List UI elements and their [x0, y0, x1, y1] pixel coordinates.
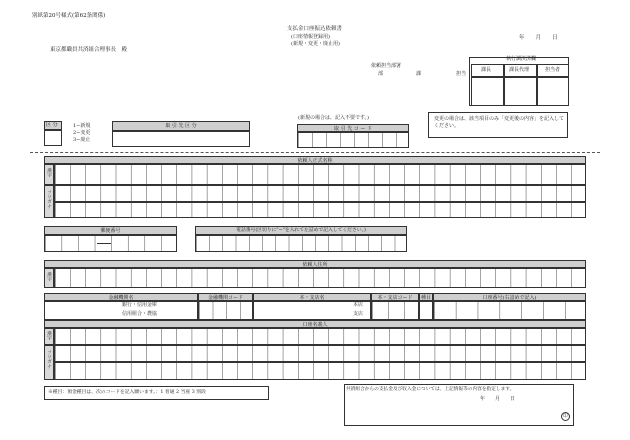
address-title: 依頼人住所: [44, 260, 586, 268]
kubun-label-text: 区 分: [46, 122, 58, 128]
type-input[interactable]: [419, 301, 433, 320]
account-number-header: 口座番号(右詰めで記入): [433, 293, 586, 301]
name-kana-label: フリガナ: [44, 185, 54, 218]
account-kanji-label: 漢字: [44, 328, 54, 345]
branch-code-header: 本・支店コード: [371, 293, 419, 301]
ka-label: 課: [416, 71, 422, 77]
kubun-opt2: 2−変更: [73, 130, 91, 136]
name-kana-cells-2[interactable]: [54, 202, 586, 218]
stamp-box-kacho[interactable]: [471, 77, 504, 106]
postal-header: 郵便番号: [44, 226, 177, 235]
cut-line: [30, 152, 600, 153]
form-subtitle-1: (口座情報登録用): [291, 34, 330, 40]
account-kana-cells-2[interactable]: [54, 362, 586, 380]
stamp-col-tantosha: 担当者: [545, 67, 561, 73]
form-subtitle-2: (新規・変更・廃止用): [291, 41, 340, 47]
kubun-opt3: 3−廃止: [73, 137, 91, 143]
stamp-col-dairi: 課長代理: [509, 67, 530, 73]
bank-name-input[interactable]: [44, 301, 198, 320]
type-header: 種目: [420, 295, 431, 301]
bank-types-1: 銀行・信用金庫: [122, 302, 158, 308]
form-title: 支払金口座振込依頼書: [287, 26, 343, 32]
code-note: (新規の場合は、記入不要です。): [298, 115, 370, 121]
tanto-label: 担当: [456, 71, 467, 77]
seal-mark: 印: [561, 412, 570, 421]
addressee: 東京都職員共済組合理事長 殿: [50, 47, 128, 53]
dept-label: 依頼担当部署: [371, 63, 402, 69]
form-number: 別紙第20号様式(第62条関係): [32, 13, 106, 19]
stamp-col-kacho: 課長: [481, 67, 492, 73]
account-name-title: 口座名義人: [44, 320, 586, 328]
branch-code-cells[interactable]: [371, 301, 419, 320]
kubun-input[interactable]: [44, 130, 62, 146]
bank-name-header: 金融機関名: [44, 293, 198, 301]
name-kanji-cells[interactable]: [54, 164, 586, 185]
branch-name-header: 本・支店名: [253, 293, 371, 301]
name-kana-cells-1[interactable]: [54, 185, 586, 202]
agree-text: 共済組合からの支払金及び収入金については、上記情報等の内容を指定します。: [346, 387, 515, 392]
stamp-title: 執行調決済欄: [506, 56, 537, 62]
agree-date: 年 月 日: [480, 396, 516, 402]
stamp-box-dairi[interactable]: [504, 77, 537, 106]
phone-header: 電話番号(区切りに"−"を入れて左詰めで記入してください。): [195, 226, 407, 235]
torihiki-kubun-header: 取 引 先 区 分: [112, 121, 250, 131]
torihiki-kubun-input[interactable]: [112, 131, 250, 147]
bank-code-cells[interactable]: [198, 301, 253, 320]
address-kanji-label: 漢字: [44, 268, 54, 288]
account-number-cells[interactable]: [433, 301, 586, 320]
stamp-box-tantosha[interactable]: [537, 77, 569, 106]
shiten-label: 支店: [353, 311, 364, 317]
account-kana-label: フリガナ: [44, 345, 54, 380]
code-header: 取 引 先 コ ー ド: [297, 124, 409, 132]
code-cells[interactable]: [297, 132, 409, 148]
honten-label: 本店: [353, 302, 364, 308]
footer-note: ※種目：預金種目は、次のコードを記入願います。：1 普通 2 当座 3 別段: [48, 390, 206, 395]
name-section-title: 依頼人正式名称: [44, 156, 586, 164]
address-kanji-cells[interactable]: [54, 268, 586, 288]
bank-code-header: 金融機関コード: [198, 293, 253, 301]
account-kana-cells-1[interactable]: [54, 345, 586, 362]
date-line: 年 月 日: [519, 35, 558, 41]
postal-dash: [97, 243, 111, 244]
bu-label: 部: [378, 71, 384, 77]
account-kanji-cells[interactable]: [54, 328, 586, 345]
name-kanji-label: 漢字: [44, 164, 54, 185]
bank-types-2: 信用組合・農協: [122, 311, 158, 317]
kubun-opt1: 1−新規: [73, 123, 91, 129]
phone-cells[interactable]: [195, 235, 407, 252]
change-note: 変更の場合は、該当項目のみ「変更後の内容」を記入してください。: [434, 116, 565, 129]
